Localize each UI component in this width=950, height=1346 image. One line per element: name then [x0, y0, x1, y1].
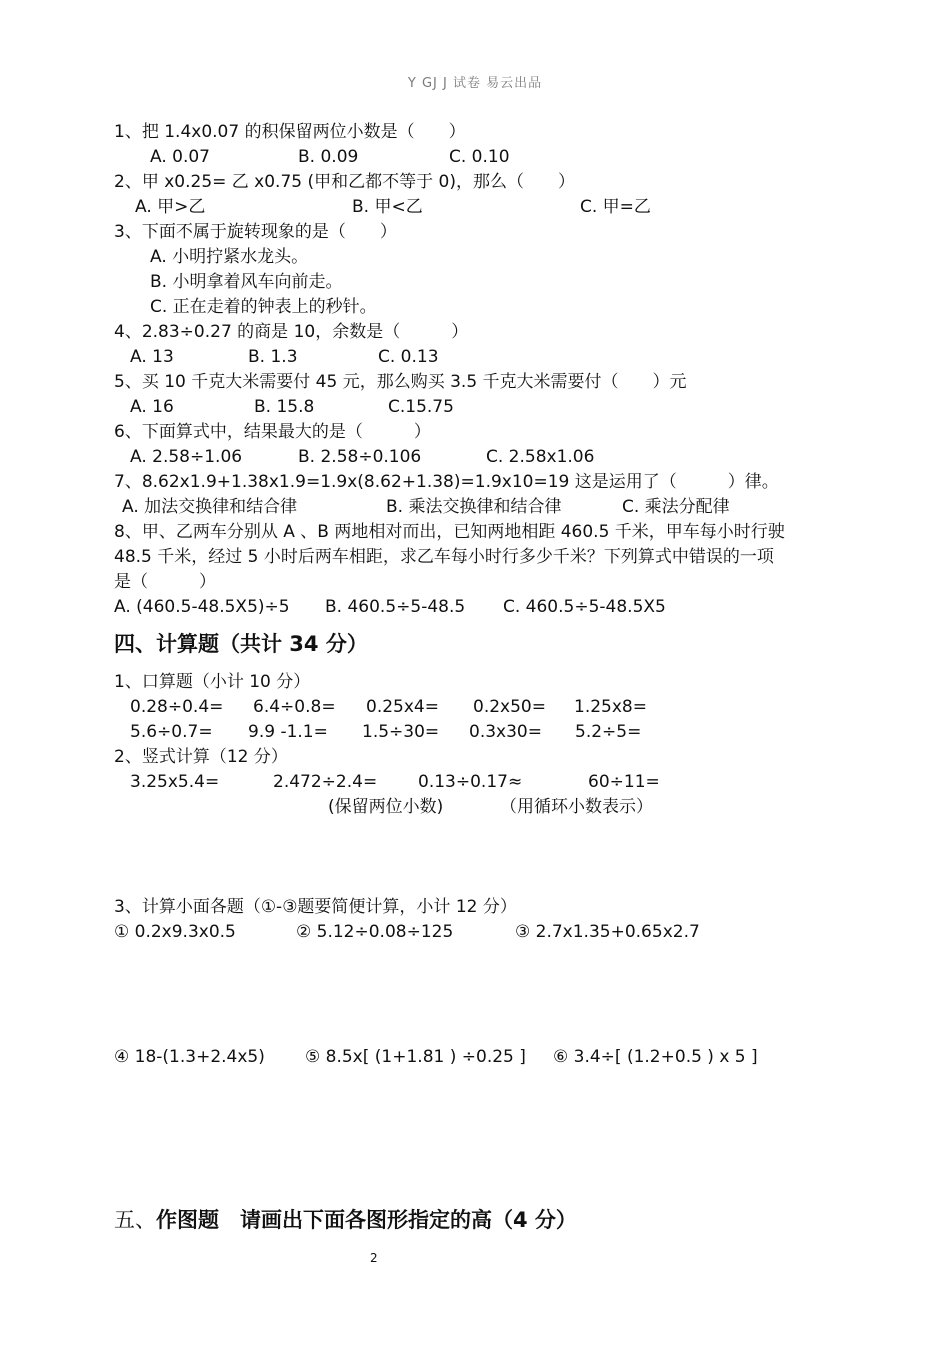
calc-item: ③ 2.7x1.35+0.65x2.7 [515, 922, 700, 942]
calc-item: ① 0.2x9.3x0.5 [114, 922, 236, 942]
option-b: B. 1.3 [248, 347, 298, 367]
option-b: B. 0.09 [298, 147, 359, 167]
option-b: B. 15.8 [254, 397, 315, 417]
option-a: A. 2.58÷1.06 [130, 447, 243, 467]
oral-calc-label: 1、口算题（小计 10 分） [114, 672, 311, 692]
option-b: B. 460.5÷5-48.5 [325, 597, 466, 617]
section-4-title: 四、计算题（共计 34 分） [114, 632, 368, 656]
calc-label: 3、计算小面各题（①-③题要简便计算，小计 12 分） [114, 897, 517, 917]
page-number: 2 [370, 1251, 378, 1265]
oral-item: 1.5÷30= [362, 722, 440, 742]
vertical-item: 2.472÷2.4= [273, 772, 378, 792]
vertical-item: 3.25x5.4= [130, 772, 220, 792]
oral-item: 9.9 -1.1= [248, 722, 328, 742]
section-5-prefix: 五、 [114, 1208, 156, 1232]
option-c: C. 0.13 [378, 347, 439, 367]
vertical-item: 60÷11= [588, 772, 660, 792]
option-a: A. 甲>乙 [135, 197, 206, 217]
rounding-note: (保留两位小数) [328, 797, 444, 817]
vertical-item: 0.13÷0.17≈ [418, 772, 523, 792]
question-8-line-3: 是（ ） [114, 572, 216, 592]
calc-item: ⑤ 8.5x[ (1+1.81 ) ÷0.25 ] [305, 1047, 526, 1067]
oral-item: 5.6÷0.7= [130, 722, 213, 742]
recurring-note: （用循环小数表示） [500, 797, 653, 817]
oral-item: 0.25x4= [366, 697, 439, 717]
option-b: B. 甲<乙 [352, 197, 423, 217]
option-c: C. 460.5÷5-48.5X5 [503, 597, 666, 617]
question-8-line-1: 8、甲、乙两车分别从 A 、B 两地相对而出，已知两地相距 460.5 千米，甲车每小时行驶 [114, 522, 785, 542]
question-3: 3、下面不属于旋转现象的是（ ） [114, 222, 397, 242]
section-5-heading: 作图题 请画出下面各图形指定的高（4 分） [156, 1208, 577, 1232]
oral-item: 0.28÷0.4= [130, 697, 224, 717]
question-1: 1、把 1.4x0.07 的积保留两位小数是（ ） [114, 122, 466, 142]
question-2: 2、甲 x0.25= 乙 x0.75 (甲和乙都不等于 0)，那么（ ） [114, 172, 575, 192]
page-header: Y GJ J 试卷 易云出品 [407, 76, 543, 91]
option-a: A. 16 [130, 397, 174, 417]
question-7: 7、8.62x1.9+1.38x1.9=1.9x(8.62+1.38)=1.9x10=19 这是运用了（ ）律。 [114, 472, 779, 492]
oral-item: 6.4÷0.8= [253, 697, 336, 717]
option-a: A. 加法交换律和结合律 [122, 497, 298, 517]
option-c: C. 甲=乙 [580, 197, 651, 217]
oral-item: 0.2x50= [473, 697, 546, 717]
calc-item: ⑥ 3.4÷[ (1.2+0.5 ) x 5 ] [553, 1047, 758, 1067]
option-a: A. 0.07 [150, 147, 210, 167]
option-c: C.15.75 [388, 397, 454, 417]
option-a: A. 小明拧紧水龙头。 [150, 247, 309, 267]
calc-item: ② 5.12÷0.08÷125 [296, 922, 454, 942]
question-6: 6、下面算式中，结果最大的是（ ） [114, 422, 431, 442]
vertical-calc-label: 2、竖式计算（12 分） [114, 747, 288, 767]
option-c: C. 2.58x1.06 [486, 447, 595, 467]
oral-item: 1.25x8= [574, 697, 647, 717]
calc-item: ④ 18-(1.3+2.4x5) [114, 1047, 265, 1067]
question-5: 5、买 10 千克大米需要付 45 元，那么购买 3.5 千克大米需要付（ ）元 [114, 372, 687, 392]
oral-item: 5.2÷5= [575, 722, 642, 742]
option-c: C. 乘法分配律 [622, 497, 730, 517]
option-b: B. 乘法交换律和结合律 [386, 497, 562, 517]
question-8-line-2: 48.5 千米，经过 5 小时后两车相距，求乙车每小时行多少千米？下列算式中错误的一项 [114, 547, 774, 567]
section-5-title [114, 1206, 577, 1234]
option-a: A. 13 [130, 347, 174, 367]
oral-item: 0.3x30= [469, 722, 542, 742]
option-b: B. 小明拿着风车向前走。 [150, 272, 343, 292]
option-c: C. 0.10 [449, 147, 510, 167]
option-a: A. (460.5-48.5X5)÷5 [114, 597, 290, 617]
option-b: B. 2.58÷0.106 [298, 447, 422, 467]
question-4: 4、2.83÷0.27 的商是 10，余数是（ ） [114, 322, 469, 342]
option-c: C. 正在走着的钟表上的秒针。 [150, 297, 377, 317]
